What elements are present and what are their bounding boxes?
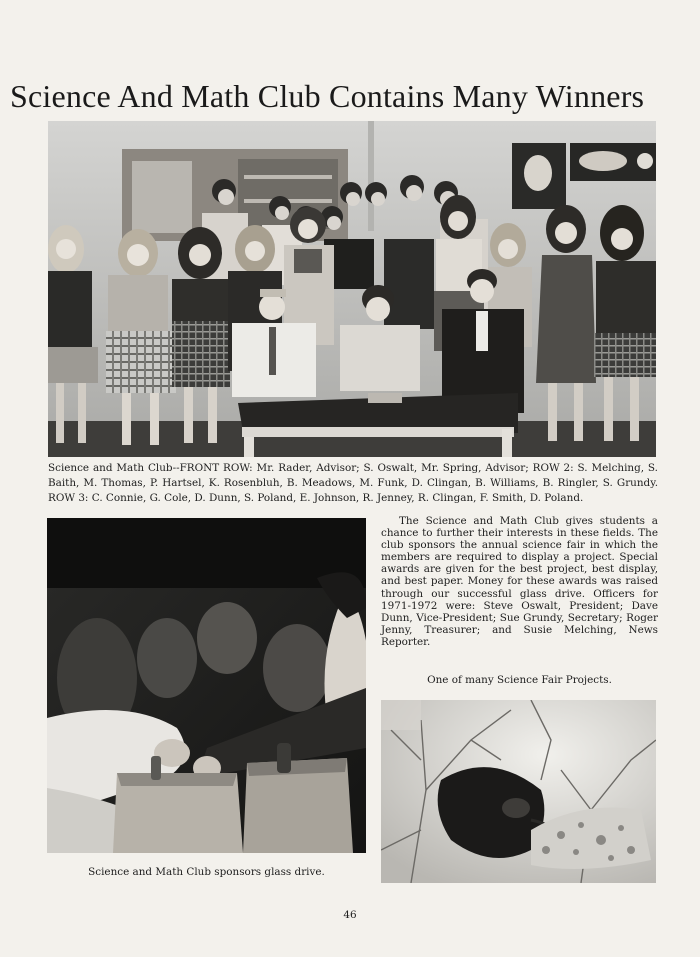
club-group-photo — [48, 121, 656, 457]
article-text: The Science and Math Club gives students a chance to further their interests in these fields. The club sponsors the annual science fair in which the members are required to display a project. Special awards are given for the best project, best display, and best paper. Money for these awards was raised through our successful glass drive. Officers for 1971-1972 were: Steve Oswalt, President; Dave Dunn, Vice-President; Sue Grundy, Secretary; Roger Jenny, Treasurer; and Susie Melching, News Reporter. — [381, 515, 658, 648]
glass-drive-caption: Science and Math Club sponsors glass drive. — [88, 866, 325, 878]
page-headline: Science And Math Club Contains Many Winners — [10, 78, 645, 114]
science-fair-caption: One of many Science Fair Projects. — [427, 674, 612, 686]
science-fair-photo — [381, 700, 656, 883]
group-photo-caption: Science and Math Club--FRONT ROW: Mr. Rader, Advisor; S. Oswalt, Mr. Spring, Advisor; ROW 2: S. Melching, S. Baith, M. Thomas, P. Hartsel, K. Rosenbluh, B. Meadows, M. Funk, D. Clingan, B. Williams, B. Ringler, S. Grundy. ROW 3: C. Connie, G. Cole, D. Dunn, S. Poland, E. Johnson, R. Jenney, R. Clingan, F. Smith, D. Poland. — [48, 462, 658, 504]
page-number: 46 — [343, 909, 357, 921]
glass-drive-photo — [47, 518, 366, 853]
